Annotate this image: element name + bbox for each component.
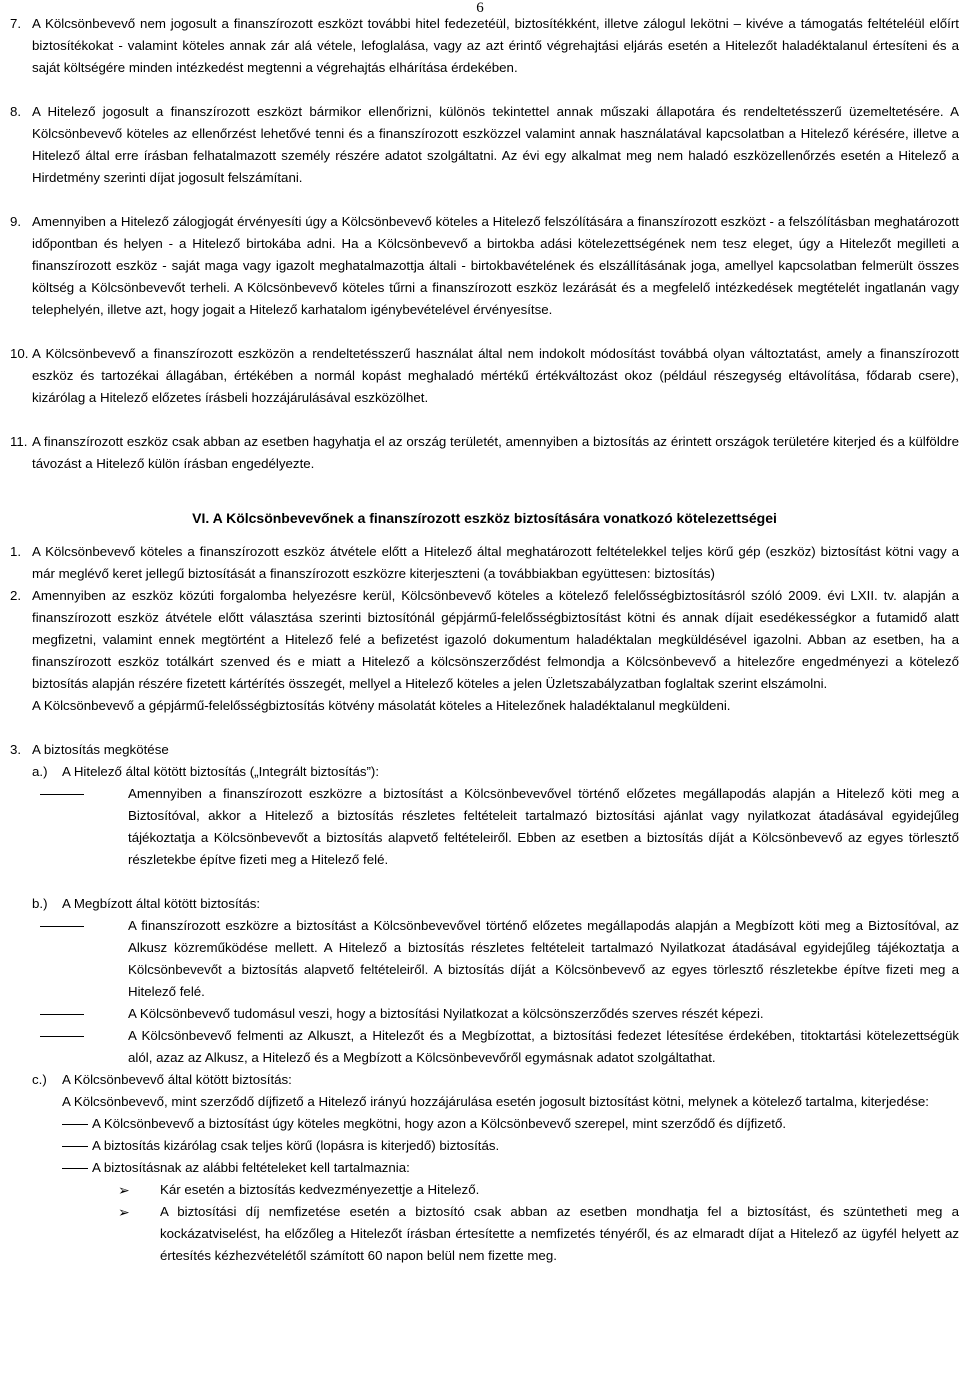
paragraph-text: Amennyiben az eszköz közúti forgalomba helyezésre kerül, Kölcsönbevevő köteles a kötelező felelősségbiztosításról szóló 2009. évi LXII. tv. alapján a finanszírozott eszköz átvétele előtt választása szerinti biztosítónál gépjármű-felelősségbiztosítást kötni és annak díjait esedékességkor a futamidő alatt megfizetni, valamint ennek megtörtént a Hitelező felé a befizetést igazoló dokumentum haladéktalan megküldésével igazolni. Abban az esetben, ha a finanszírozott eszköz totálkárt szenved és e miatt a Hitelező a kölcsönszerződést felmondja a Kölcsönbevevő a hitelezőre engedményezi a kötelező biztosítás alapján részére fizetett kártérítés összegét, mellyel a Hitelező köteles a jelen Üzletszabályzatban foglaltak szerint elszámolni. <box>32 588 959 691</box>
subsection-c-heading <box>10 1069 959 1091</box>
list-item <box>10 1025 959 1069</box>
paragraph-text: Amennyiben a Hitelező zálogjogát érvényesíti úgy a Kölcsönbevevő köteles a Hitelező felszólítására a finanszírozott eszközt - a felszólításban meghatározott időpontban és helyen - a Hitelező birtokába adni. Ha a Kölcsönbevevő a birtokba adási kötelezettségének nem tesz eleget, úgy a Hitelezőt megilleti a finanszírozott eszköz - saját maga vagy igazolt meghatalmazottja általi - birtokbavételének és elszállításának joga, amellyel kapcsolatban felmerült összes költség a Kölcsönbevevőt terheli. A Kölcsönbevevő köteles tűrni a finanszírozott eszköz lezárását és a megfelelő intézkedések megtételét ingatlanán vagy telephelyén, illetve azt, hogy jogait a Hitelező karhatalom igénybevételével érvényesítse. <box>32 214 959 317</box>
list-item <box>10 1003 959 1025</box>
arrow-bullet-icon: ➢ <box>118 1182 130 1198</box>
paragraph-8 <box>10 101 959 189</box>
paragraph-7 <box>10 13 959 79</box>
paragraph-11 <box>10 431 959 475</box>
arrow-bullet-icon: ➢ <box>118 1204 130 1220</box>
subsection-title: A Hitelező által kötött biztosítás („Integrált biztosítás”): <box>62 764 380 779</box>
paragraph-text: A Kölcsönbevevő nem jogosult a finanszírozott eszközt további hitel fedezetéül, biztosítékként, illetve zálogul lekötni – kivéve a támogatás feltételéül előírt biztosítékokat - valamint köteles annak zár alá vétele, lefoglalása, vagy az azt érintő végrehajtási eljárás esetén a Hitelezőt haladéktalanul értesíteni és a saját költségére minden intézkedést megtenni a végrehajtás elhárítása érdekében. <box>32 16 959 75</box>
paragraph-text: A finanszírozott eszköz csak abban az esetben hagyhatja el az ország területét, amennyiben a biztosítás az érintett országok területére kiterjed és a külföldre távozást a Hitelező külön írásban engedélyezte. <box>32 434 959 471</box>
dash-bullet-icon <box>40 1036 84 1037</box>
dash-bullet-icon <box>40 1014 84 1015</box>
paragraph-10 <box>10 343 959 409</box>
document-body <box>10 13 959 1267</box>
list-item <box>10 1135 959 1157</box>
subsection-title: A Kölcsönbevevő által kötött biztosítás: <box>62 1072 292 1087</box>
paragraph-text: A Hitelező jogosult a finanszírozott eszközt bármikor ellenőrizni, különös tekintettel annak műszaki állapotára és rendeltetésszerű üzemeltetésére. A Kölcsönbevevő köteles az ellenőrzést lehetővé tenni és a finanszírozott eszközzel valamint annak használatával kapcsolatban a Hitelező kérésére, illetve a Hitelező által erre írásban felhatalmazott személy részére adatot szolgáltatni. Az évi egy alkalmat meg nem haladó eszközellenőrzés esetén a Hitelező a Hirdetmény szerinti díjat jogosult felszámítani. <box>32 104 959 185</box>
subsection-c-intro: A Kölcsönbevevő, mint szerződő díjfizető a Hitelező irányú hozzájárulása esetén jogosult biztosítást kötni, melynek a kötelező tartalma, kiterjedése: <box>62 1094 929 1109</box>
subsection-letter: c.) <box>32 1072 47 1087</box>
dash-bullet-icon <box>40 794 84 795</box>
subsection-letter: b.) <box>32 896 48 911</box>
paragraph-number: 1. <box>10 544 22 559</box>
list-item <box>10 783 959 871</box>
paragraph-9 <box>10 211 959 321</box>
subsection-b-heading <box>10 893 959 915</box>
list-item-text: A Kölcsönbevevő a biztosítást úgy köteles megkötni, hogy azon a Kölcsönbevevő szerepel, mint szerződő és díjfizető. <box>92 1116 787 1131</box>
list-item <box>10 1201 959 1267</box>
section-paragraph-1 <box>10 541 959 585</box>
dash-bullet-icon <box>62 1124 88 1125</box>
paragraph-number: 10. <box>10 346 29 361</box>
paragraph-number: 11. <box>10 434 28 449</box>
list-item <box>10 1157 959 1179</box>
list-item-text: A finanszírozott eszközre a biztosítást a Kölcsönbevevővel történő előzetes megállapodás alapján a Megbízott köti meg a Biztosítóval, az Alkusz közreműködése mellett. A Hitelező a biztosítás részletes feltételeit tartalmazó Nyilatkozat átadásával egyidejűleg tájékoztatja a Kölcsönbevevőt a biztosítás alapvető feltételeiről. A biztosítás díját a Kölcsönbevevő az egyes törlesztő részletekbe építve fizeti meg a Hitelező felé. <box>128 918 959 999</box>
list-item-text: A Kölcsönbevevő felmenti az Alkuszt, a Hitelezőt és a Megbízottat, a biztosítási fedezet létesítése érdekében, titoktartási kötelezettségük alól, azaz az Alkusz, a Hitelező és a Megbízott a Kölcsönbevevőről egymásnak adatot szolgáltathat. <box>128 1028 959 1065</box>
paragraph-text: A Kölcsönbevevő köteles a finanszírozott eszköz átvétele előtt a Hitelező által meghatározott feltételekkel teljes körű gép (eszköz) biztosítást kötni vagy a már meglévő keret jellegű biztosítását a finanszírozott eszközre kiterjeszteni (a továbbiakban együttesen: biztosítás) <box>32 544 959 581</box>
paragraph-text: A biztosítás megkötése <box>32 742 169 757</box>
list-item-text: Kár esetén a biztosítás kedvezményezettje a Hitelező. <box>160 1182 480 1197</box>
dash-bullet-icon <box>62 1146 88 1147</box>
dash-bullet-icon <box>40 926 84 927</box>
list-item-text: A Kölcsönbevevő tudomásul veszi, hogy a biztosítási Nyilatkozat a kölcsönszerződés szerves részét képezi. <box>128 1006 764 1021</box>
dash-bullet-icon <box>62 1168 88 1169</box>
list-item-text: Amennyiben a finanszírozott eszközre a biztosítást a Kölcsönbevevővel történő előzetes megállapodás alapján a Hitelező köti meg a Biztosítóval, akkor a Hitelező a biztosítás részletes feltételeit tartalmazó biztosítási ajánlat vagy nyilatkozat átadásával egyidejűleg tájékoztatja a Kölcsönbevevőt a biztosítás alapvető feltételeiről. Ebben az esetben a biztosítás díját a Kölcsönbevevő az egyes törlesztő részletekbe építve fizeti meg a Hitelező felé. <box>128 786 959 867</box>
subsection-a-heading <box>10 761 959 783</box>
list-item-text: A biztosítás kizárólag csak teljes körű (lopásra is kiterjedő) biztosítás. <box>92 1138 500 1153</box>
section-paragraph-3 <box>10 739 959 761</box>
paragraph-number: 9. <box>10 214 22 229</box>
paragraph-number: 8. <box>10 104 22 119</box>
paragraph-number: 2. <box>10 588 22 603</box>
section-title: VI. A Kölcsönbevevőnek a finanszírozott eszköz biztosítására vonatkozó kötelezettségei <box>192 510 777 526</box>
list-item <box>10 1179 959 1201</box>
paragraph-text: A Kölcsönbevevő a finanszírozott eszközön a rendeltetésszerű használat által nem indokolt módosítást továbbá olyan változtatást, amely a finanszírozott eszköz és tartozékai állagában, értékében a normál kopást meghaladó mértékű értékváltozást okoz (például részegység eltávolítása, fődarab csere), kizárólag a Hitelező előzetes írásbeli hozzájárulásával eszközölhet. <box>32 346 959 405</box>
list-item-text: A biztosítási díj nemfizetése esetén a biztosító csak abban az esetben mondhatja fel a biztosítást, és szüntetheti meg a kockázatviselést, ha előzőleg a Hitelezőt írásban értesítette a nemfizetés tényéről, és az elmaradt díjat a Hitelező az ügyfél helyett az értesítés kézhezvételétől számított 60 napon belül nem fizette meg. <box>160 1204 959 1263</box>
section-paragraph-2-extra: A Kölcsönbevevő a gépjármű-felelősségbiztosítás kötvény másolatát köteles a Hitelezőnek haladéktalanul megküldeni. <box>32 698 731 713</box>
page-number: 6 <box>476 0 484 16</box>
list-item <box>10 1113 959 1135</box>
paragraph-number: 3. <box>10 742 22 757</box>
list-item <box>10 915 959 1003</box>
subsection-letter: a.) <box>32 764 48 779</box>
subsection-title: A Megbízott által kötött biztosítás: <box>62 896 261 911</box>
section-paragraph-2 <box>10 585 959 695</box>
paragraph-number: 7. <box>10 16 22 31</box>
list-item-text: A biztosításnak az alábbi feltételeket kell tartalmaznia: <box>92 1160 410 1175</box>
